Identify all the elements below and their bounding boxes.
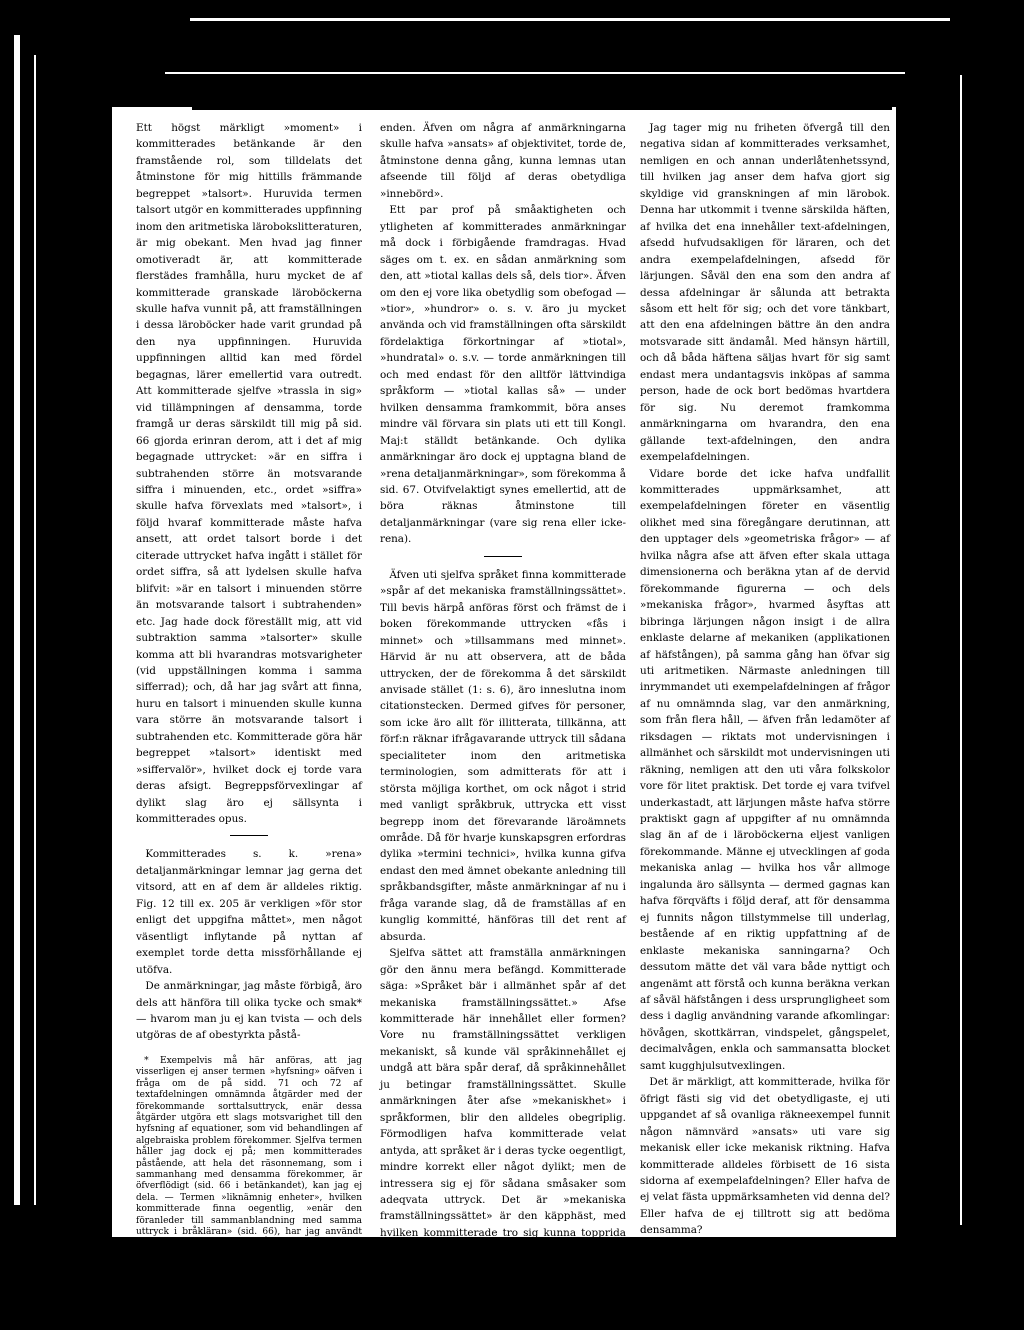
- scan-edge-left: [14, 35, 20, 1205]
- paragraph: De anmärkningar, jag måste förbigå, äro dels att hänföra till olika tycke och smak* — hvarom man ju ej kan tvista — och dels utgöras de af obestyrkta påstå-: [136, 980, 362, 1042]
- footnote: [136, 1056, 362, 1330]
- paragraph: Vidare borde det icke hafva undfallit kommitterades uppmärksamhet, att exempelafdelningen företer en väsentlig olikhet med sina föregångare derutinnan, att den upptager dels »geometriska frågor» — af hvilka några afse att äfven efter skala uttaga dimensionerna och beräkna ytan af de dervid förekommande figurerna — och dels »mekaniska frågor», hvarmed åsyftas att bibringa lärjungen någon insigt i de allra enklaste delarne af mekaniken (applikationen af häfstången), på samma gång han öfvar sig uti aritmetiken. Närmaste anledningen till inrymmandet uti exempelafdelningen af frågor af nu omnämnda slag, var den anmärkning, som från flera håll, — äfven från ledamöter af riksdagen — riktats mot undervisningen i allmänhet och särskildt mot undervisningen uti räkning, nemligen att den uti våra folkskolor vore för litet praktisk. Det torde ej vara tvifvel underkastadt, att lärjungen måste hafva större praktiskt gagn af uppgifter af nu omnämnda slag än af de i läroböckerna eljest vanligen förekommande. Männe ej utvecklingen af goda mekaniska anlag — hvilka hos vår allmoge ingalunda äro sällsynta — dermed gagnas kan hafva förqväfts i följd deraf, att för densamma ej funnits någon tillstymmelse till underlag, bestående af en riktig uppfattning af de enklaste mekaniska sanningarna? Och dessutom mätte det väl vara både nyttigt och angenämt att förstå och kunna beräkna verkan af såväl häfstången i dess ursprungligheet som dess i daglig användning varande afkomlingar: hövågen, skottkärran, vindspelet, gångspelet, decimalvågen, enkla och sammansatta blocket samt kugghjulsutvexlingen.: [640, 467, 890, 1072]
- paragraph: Ett högst märkligt »moment» i kommitterades betänkande är den framstående rol, som tilldelats det åtminstone för mig hittills främmande begreppet »talsort». Huruvida termen talsort utgör en kommitterades uppfinning inom den aritmetiska lärobokslitteraturen, är mig obekant. Men hvad jag finner omotiveradt är, att kommitterade flerstädes framhålla, huru mycket de af kommitterade granskade läroböckerna skulle hafva vunnit på, att framställningen i dessa läroböcker hade varit grundad på den nya uppfinningen. Huruvida uppfinningen alltid kan med fördel begagnas, lärer emellertid vara outredt. Att kommitterade sjelfve »trassla in sig» vid tillämpningen af densamma, torde framgå ur deras särskildt till mig på sid. 66 gjorda erinran derom, att i det af mig begagnade uttrycket: »är en siffra i subtrahenden större än motsvarande siffra i minuenden, etc., ordet »siffra» skulle hafva förvexlats med »talsort», i följd hvaraf kommitterade måste hafva ansett, att ordet talsort borde i det citerade uttrycket hafva ingått i stället för ordet siffra, så att lydelsen skulle hafva blifvit: »är en talsort i minuenden större än motsvarande talsort i subtrahenden» etc. Jag hade dock föreställt mig, att vid subtraktion samma »talsorter» skulle komma att bli hvarandras motsvarigheter (vid uppställningen komma i samma sifferrad); och, då har jag svårt att finna, huru en talsort i minuenden skulle kunna vara större än motsvarande talsort i subtrahenden etc. Kommitterade göra här begreppet »talsort» identiskt med »siffervalör», hvilket dock ej torde vara deras afsigt. Begreppsförvexlingar af dylikt slag äro ej sällsynta i kommitterades opus.: [136, 122, 362, 826]
- column-right: [640, 120, 890, 1286]
- footnote-text: * Exempelvis må här anföras, att jag visserligen ej anser termen »hyfsning» oäfven i fråga om de på sidd. 71 och 72 af textafdelningen omnämnda åtgärder med der förekommande sorttalsuttryck, enär dessa åtgärder utgöra ett slags motsvarighet till den hyfsning af equationer, som vid behandlingen af algebraiska problem förekommer. Sjelfva termen håller jag dock ej på; men kommitterades påstående, att hela det räsonnemang, som i sammanhang med densamma förekommer, är öfverflödigt (sid. 66 i betänkandet), kan jag ej dela. — Termen »liknämnig enheter», hvilken kommitterade finna oegentlig, »enär den föranleder till sammanblandning med samma uttryck i bråkläran» (sid. 66), har jag användt just för att derigenom erhålla ett underlag för den sedermera i fråga kommande uppfattningen af »liknämnighet» inom bråkläran. (Kommitterade finna deremot ej i afseende på införandet af den nya termen »talsorter» någon likartad betänklighet derutinnan, att det kunde föranleda sammanblandning med det vanliga sorttalsbegreppet).: [136, 1055, 362, 1329]
- scan-edge-top-2: [165, 72, 905, 74]
- column-middle: [380, 120, 626, 1289]
- paragraph: enden. Äfven om några af anmärkningarna skulle hafva »ansats» af objektivitet, torde de, åtminstone denna gång, kunna lemnas utan afseende till följd af deras obetydliga »innebörd».: [380, 122, 626, 200]
- column-left: [136, 120, 362, 1329]
- section-separator: [484, 556, 522, 557]
- section-separator: [230, 835, 268, 836]
- header-rule: [192, 107, 892, 110]
- scan-edge-right: [960, 75, 962, 1225]
- paragraph: Jag tager mig nu friheten öfvergå till den negativa sidan af kommitterades verksamhet, nemligen en och annan underlåtenhetssynd, till hvilken jag anser dem hafva gjort sig skyldige vid granskningen af min lärobok. Denna har utkommit i tvenne särskilda häften, af hvilka det ena innehåller text-afdelningen, afsedd hufvudsakligen för läraren, och det andra exempelafdelningen, afsedd för lärjungen. Såväl den ena som den andra af dessa afdelningar är sålunda att betrakta såsom ett helt för sig; och det vore tänkbart, att den ena afdelningen bättre än den andra motsvarade sitt ändamål. Med hänsyn härtill, och då båda häftena säljas hvart för sig samt endast mera undantagsvis inköpas af samma person, hade de ock bort bedömas hvartdera för sig. Nu deremot framkomma anmärkningarna om hvarandra, den ena gällande text-afdelningen, den andra exempelafdelningen.: [640, 122, 890, 464]
- paragraph: Sjelfva sättet att framställa anmärkningen gör den ännu mera befängd. Kommitterade säga: »Språket bär i allmänhet spår af det mekaniska framställningssättet.» Afse kommitterade här innehållet eller formen? Vore nu framställningssättet verkligen mekaniskt, så kunde väl språkinnehållet ej undgå att bära spår deraf, då språkinnehållet ju betingar framställningssättet. Skulle anmärkningen åter afse »mekaniskhet» i språkformen, blir den alldeles obegriplig. Förmodligen hafva kommitterade velat antyda, att språket är i deras tycke oegentligt, mindre korrekt eller något dylikt; men de intressera sig ej för sådana småsaker som adeqvata uttryck. Det är »mekaniska framställningssättet» är den käpphäst, med hvilken kommitterade tro sig kunna topprida författarne, oafsedt att uttrycket i de flesta fall kommer fram såsom ett »gudsfred—vxskaft».: [380, 947, 626, 1289]
- paragraph: Ett par prof på småaktigheten och ytligheten af kommitterades anmärkningar må dock i förbigående framdragas. Hvad säges om t. ex. en sådan anmärkning som den, att »tiotal kallas dels så, dels tior». Äfven om den ej vore lika obetydlig som obefogad — »tior», »hundror» o. s. v. äro ju mycket använda och vid framställningen ofta särskildt fördelaktiga förkortningar af »tiotal», »hundratal» o. s.v. — torde anmärkningen till och med endast för den alltför lättvindiga språkform — »tiotal kallas så» — under hvilken densamma framkommit, böra anses mindre väl förvara sin plats uti ett till Kongl. Maj:t ställdt betänkande. Och dylika anmärkningar äro dock ej upptagna bland de »rena detaljanmärkningar», som förekomma å sid. 67. Otvifvelaktigt synes emellertid, att de böra räknas åtminstone till detaljanmärkningar (vare sig rena eller icke-rena).: [380, 204, 626, 546]
- paragraph: Då kommitterade för öfrigt i vissa af-: [649, 1240, 845, 1253]
- paragraph: Kommitterades s. k. »rena» detaljanmärkningar lemnar jag gerna det vitsord, att en af dem är alldeles riktig. Fig. 12 till ex. 205 är verkligen »för stor enligt det uppgifna måttet», men något väsentligt inflytande på nyttan af exemplet torde detta missförhållande ej utöfva.: [136, 848, 362, 976]
- paragraph: Det är märkligt, att kommitterade, hvilka för öfrigt fästi sig vid det obetydligaste, ej uti uppgandet af så ovanliga räkneexempel funnit någon nämnvärd »ansats» uti vare sig mekanisk eller icke mekanisk riktning. Hafva kommitterade alldeles förbisett de 16 sista sidorna af exempelafdelningen? Eller hafva de ej velat fästa uppmärksamheten vid denna del? Eller hafva de ej tilltrott sig att bedöma densamma?: [640, 1076, 890, 1237]
- paragraph: Äfven uti sjelfva språket finna kommitterade »spår af det mekaniska framställningssättet». Till bevis härpå anföras först och främst de i boken förekommande uttrycken «fås i minnet» och »tillsammans med minnet». Härvid är nu att observera, att de båda uttrycken, der de förekomma å det särskildt anvisade stället (1: s. 6), äro inneslutna inom citationstecken. Dermed gifves för personer, som icke äro allt för illitterata, tillkänna, att förf:n räknar ifrågavarande uttryck till sådana specialiteter inom den aritmetiska terminologien, som admitterats för att i största möjliga korthet, om ock något i strid med vanligt språkbruk, uttrycka ett visst begrepp inom det förevarande läroämnets område. Då för hvarje kunskapsgren erfordras dylika »termini technici», hvilka kunna gifva endast den med ämnet obekante anledning till språkbandsgifter, måste anmärkningar af nu i fråga varande slag, då de framställas af en kunglig kommitté, hänföras till det rent af absurda.: [380, 568, 626, 943]
- scan-edge-left-2: [34, 55, 36, 1205]
- scan-edge-top: [190, 18, 950, 21]
